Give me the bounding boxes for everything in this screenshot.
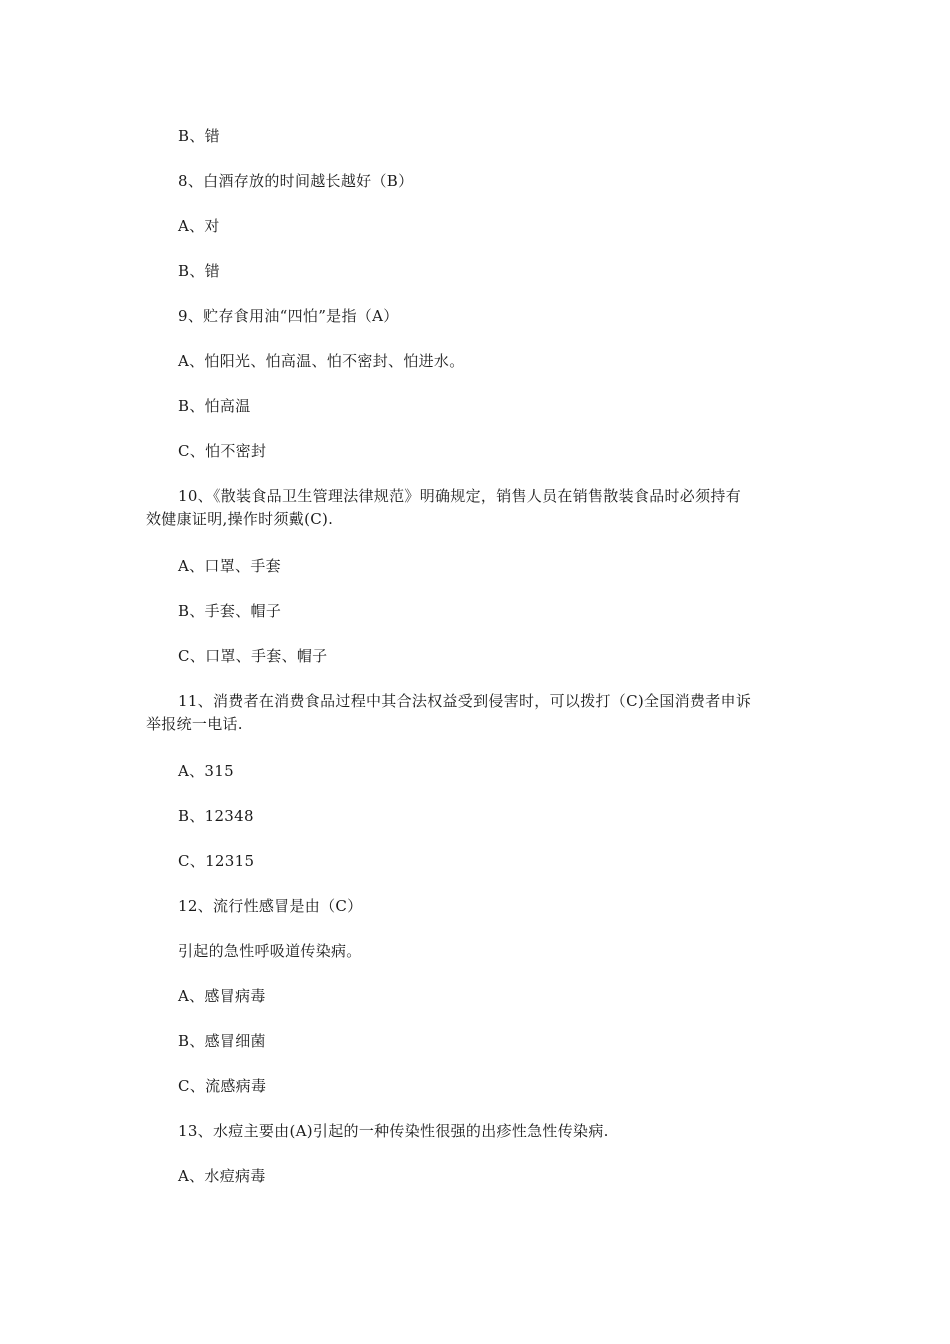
question-10-line-2: 效健康证明,操作时须戴(C). (146, 510, 334, 528)
option-a-q9: A、怕阳光、怕高温、怕不密封、怕进水。 (178, 352, 465, 370)
question-12-continuation: 引起的急性呼吸道传染病。 (178, 942, 362, 960)
question-11-line-2: 举报统一电话. (146, 715, 243, 733)
option-a-q13: A、水痘病毒 (178, 1167, 266, 1185)
question-13: 13、水痘主要由(A)引起的一种传染性很强的出疹性急性传染病. (178, 1122, 609, 1140)
option-b-q7: B、错 (178, 127, 220, 145)
option-b-q12: B、感冒细菌 (178, 1032, 266, 1050)
option-a-q12: A、感冒病毒 (178, 987, 266, 1005)
option-b-q8: B、错 (178, 262, 220, 280)
option-c-q12: C、流感病毒 (178, 1077, 267, 1095)
option-a-q11: A、315 (178, 762, 234, 780)
option-a-q10: A、口罩、手套 (178, 557, 281, 575)
option-c-q10: C、口罩、手套、帽子 (178, 647, 328, 665)
option-a-q8: A、对 (178, 217, 220, 235)
option-b-q10: B、手套、帽子 (178, 602, 282, 620)
question-9: 9、贮存食用油“四怕”是指（A） (178, 307, 399, 325)
question-12: 12、流行性感冒是由（C） (178, 897, 363, 915)
question-8: 8、白酒存放的时间越长越好（B） (178, 172, 414, 190)
question-11-line-1: 11、消费者在消费食品过程中其合法权益受到侵害时，可以拨打（C)全国消费者申诉 (178, 692, 752, 710)
option-c-q9: C、怕不密封 (178, 442, 267, 460)
option-c-q11: C、12315 (178, 852, 255, 870)
question-10 (146, 485, 803, 531)
option-b-q9: B、怕高温 (178, 397, 251, 415)
question-11 (146, 690, 803, 736)
option-b-q11: B、12348 (178, 807, 254, 825)
question-10-line-1: 10、《散装食品卫生管理法律规范》明确规定，销售人员在销售散装食品时必须持有 (178, 487, 741, 505)
